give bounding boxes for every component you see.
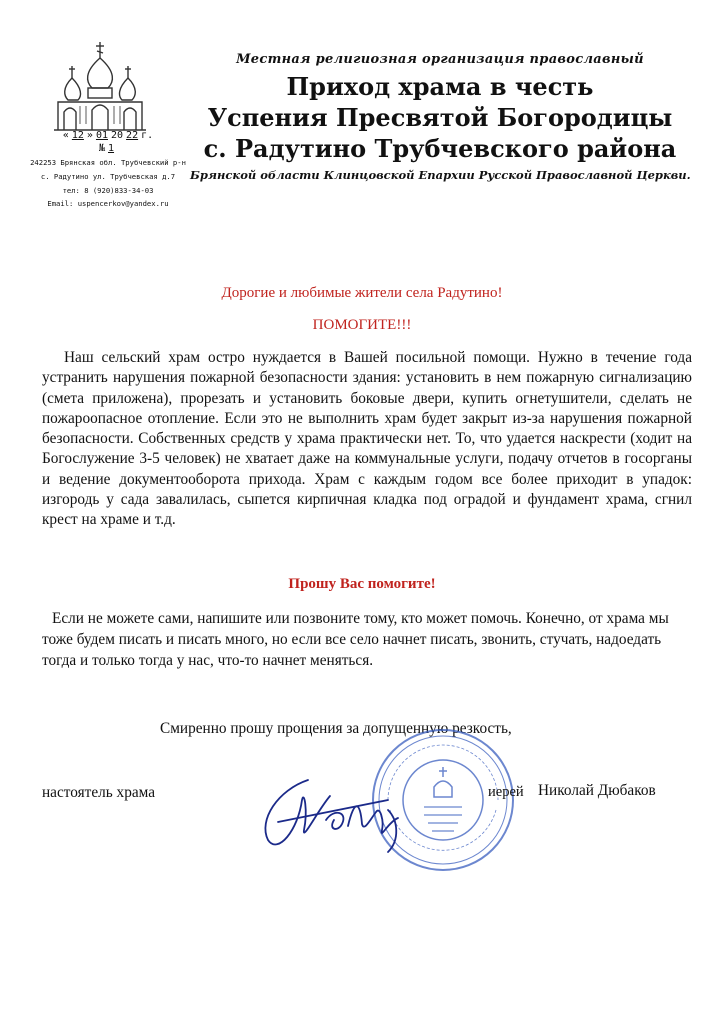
- signer-name: Николай Дюбаков: [538, 782, 656, 799]
- document-meta: [28, 130, 188, 209]
- org-line-3: Успения Пресвятой Богородицы: [207, 103, 673, 132]
- org-line-4: с. Радутино Трубчевского района: [203, 134, 677, 163]
- priest-label: иерей: [488, 784, 524, 800]
- org-line-5: Брянской области Клинцовской Епархии Русской Православной Церкви.: [190, 168, 691, 182]
- number-value: 1: [108, 143, 115, 154]
- phone-line: тел: 8 (920)833-34-03: [62, 185, 154, 195]
- number-label: №: [98, 143, 105, 154]
- email-line: Email: uspencerkov@yandex.ru: [47, 199, 169, 209]
- letter-date: « 12 » 01 20 22 г.: [62, 130, 154, 141]
- plea-heading: Прошу Вас помогите!: [288, 576, 436, 592]
- greeting: Дорогие и любимые жители села Радутино!: [221, 285, 503, 301]
- date-day: 12: [71, 130, 84, 141]
- date-year-prefix: 20: [111, 130, 124, 141]
- help-heading: ПОМОГИТЕ!!!: [312, 317, 412, 333]
- church-logo: [50, 40, 150, 135]
- date-year: 22: [126, 130, 139, 141]
- letter-number: [28, 143, 188, 154]
- address-line-1: 242253 Брянская обл. Трубчевский р-н: [30, 158, 186, 167]
- paragraph-1: Наш сельский храм остро нуждается в Вашей посильной помощи. Нужно в течение года устранить нарушения пожарной безопасности здания: установить в нем пожарную сигнализацию (смета приложена), прорезать и установить боковые двери, купить огнетушители, сделать не пожароопасное отопление. Если это не выполнить храм будет закрыт из-за нарушения пожарной безопасности. Собственных средств у храма практически нет. То, что удается наскрести (ходит на Богослужение 3-5 человек) не хватает даже на коммунальные услуги, подачу отчетов в госорганы и ведение документооборота прихода. Храм с каждым годом все более приходит в упадок: изгородь у сада завалилась, сыпется кирпичная кладка под оградой и фундамент храма, сгнил крест на храме и т.д.: [42, 349, 692, 529]
- address-line-2: с. Радутино ул. Трубчевская д.7: [40, 171, 176, 181]
- closing-line: Смиренно прошу прощения за допущенную резкость,: [160, 720, 512, 737]
- paragraph-2: Если не можете сами, напишите или позвоните тому, кто может помочь. Конечно, от храма мы тоже будем писать и писать много, но если все село начнет писать, звонить, стучать, надоедать тогда и только тогда у нас, что-то начнет меняться.: [42, 610, 669, 669]
- signature: [238, 760, 438, 860]
- org-line-2: Приход храма в честь: [286, 72, 594, 101]
- date-month: 01: [95, 130, 108, 141]
- rector-label: настоятель храма: [42, 784, 156, 801]
- organization-header: [190, 52, 690, 182]
- org-line-1: Местная религиозная организация православный: [236, 52, 644, 67]
